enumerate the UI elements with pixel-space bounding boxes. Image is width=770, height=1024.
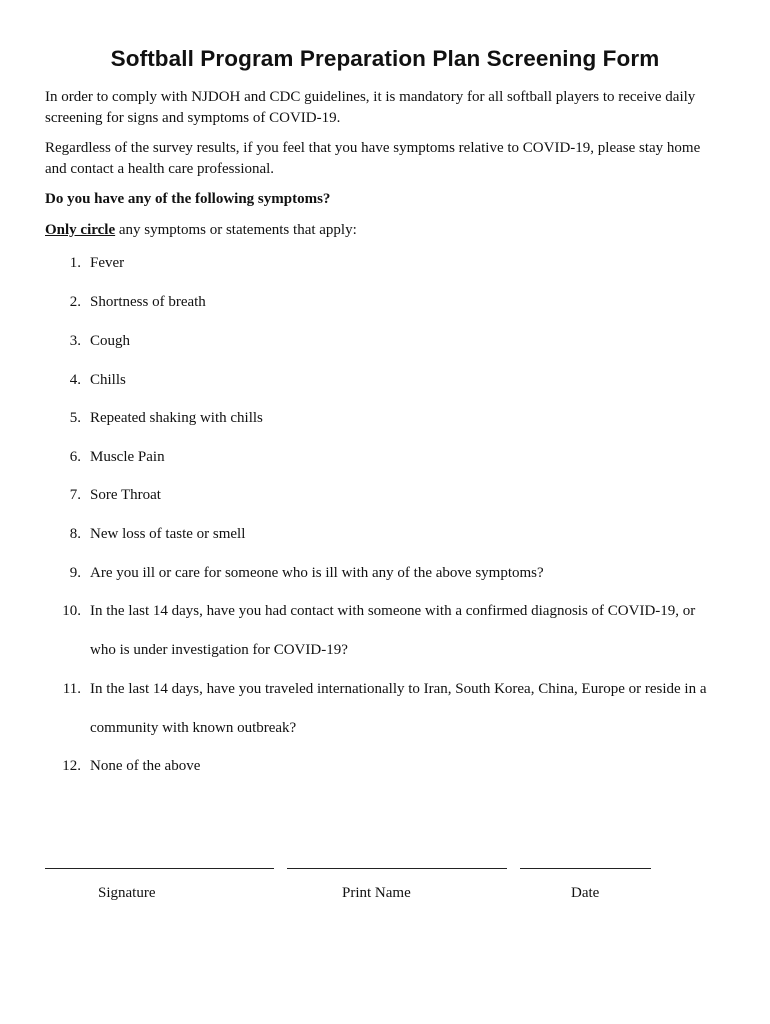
item-text: Are you ill or care for someone who is ill with any of the above symptoms? xyxy=(90,564,544,581)
date-line[interactable] xyxy=(520,868,651,869)
item-text: Sore Throat xyxy=(90,486,161,503)
item-number: 8. xyxy=(69,526,81,542)
item-text: None of the above xyxy=(90,757,201,774)
print-name-label: Print Name xyxy=(342,885,411,901)
item-number: 12. xyxy=(62,758,81,774)
instruction-text: any symptoms or statements that apply: xyxy=(115,222,357,238)
print-name-line[interactable] xyxy=(287,868,507,869)
item-number: 7. xyxy=(69,487,81,503)
item-text: Muscle Pain xyxy=(90,448,165,465)
item-number: 10. xyxy=(62,603,81,619)
item-text: Repeated shaking with chills xyxy=(90,409,263,426)
date-label: Date xyxy=(571,885,600,901)
item-number: 2. xyxy=(69,294,81,310)
item-number: 3. xyxy=(69,333,81,349)
signature-label: Signature xyxy=(98,885,156,901)
item-number: 1. xyxy=(69,255,81,271)
item-text: Fever xyxy=(90,254,125,271)
intro-paragraph: In order to comply with NJDOH and CDC guidelines, it is mandatory for all softball players to receive daily screening for signs and symptoms of COVID-19. xyxy=(45,89,696,126)
item-text: Chills xyxy=(90,371,126,388)
instruction-emphasis: Only circle xyxy=(45,222,116,238)
item-text: Cough xyxy=(90,332,131,349)
item-number: 9. xyxy=(69,565,81,581)
item-text: New loss of taste or smell xyxy=(90,525,246,542)
item-number: 11. xyxy=(62,681,81,697)
item-text: In the last 14 days, have you traveled internationally to Iran, South Korea, China, Europe or reside in a community with known outbreak? xyxy=(90,680,707,736)
item-number: 6. xyxy=(69,449,81,465)
symptoms-question: Do you have any of the following symptoms? xyxy=(45,191,331,207)
advice-paragraph: Regardless of the survey results, if you feel that you have symptoms relative to COVID-19, please stay home and contact a health care professional. xyxy=(45,140,701,177)
signature-line[interactable] xyxy=(45,868,274,869)
item-number: 5. xyxy=(69,410,81,426)
item-text: In the last 14 days, have you had contact with someone with a confirmed diagnosis of COVID-19, or who is under investigation for COVID-19? xyxy=(90,602,696,658)
item-text: Shortness of breath xyxy=(90,293,206,310)
item-number: 4. xyxy=(69,372,81,388)
form-title: Softball Program Preparation Plan Screening Form xyxy=(110,46,660,71)
